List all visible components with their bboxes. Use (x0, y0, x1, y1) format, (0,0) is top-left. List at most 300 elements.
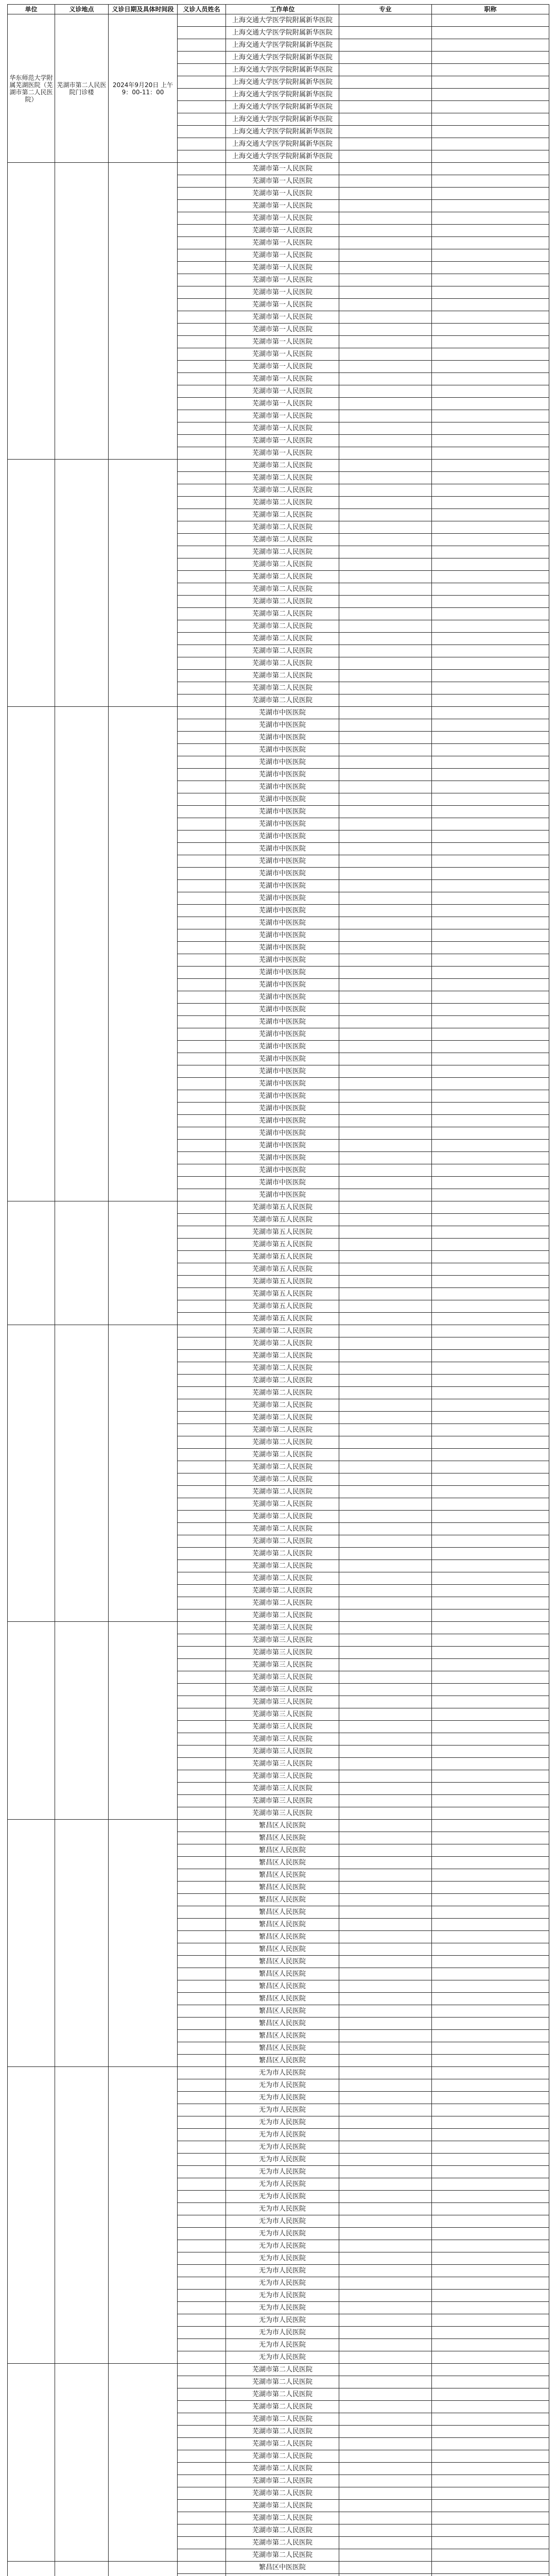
specialty-cell (339, 1189, 432, 1201)
name-cell (178, 2438, 226, 2450)
name-cell (178, 497, 226, 509)
unit-cell (8, 1325, 55, 1622)
name-cell (178, 806, 226, 818)
workplace-cell: 芜湖市中医医院 (226, 917, 339, 929)
workplace-cell: 繁昌区人民医院 (226, 1980, 339, 1993)
name-cell (178, 2277, 226, 2290)
title-cell (432, 2018, 549, 2030)
specialty-cell (339, 2252, 432, 2265)
title-cell (432, 917, 549, 929)
specialty-cell (339, 1956, 432, 1968)
title-cell (432, 1857, 549, 1869)
name-cell (178, 1078, 226, 1090)
unit-cell (8, 1622, 55, 1820)
name-cell (178, 1375, 226, 1387)
specialty-cell (339, 1313, 432, 1325)
title-cell (432, 2413, 549, 2426)
specialty-cell (339, 1511, 432, 1523)
title-cell (432, 1065, 549, 1078)
specialty-cell (339, 324, 432, 336)
name-cell (178, 1498, 226, 1511)
workplace-cell: 无为市人民医院 (226, 2302, 339, 2314)
workplace-cell: 芜湖市第一人民医院 (226, 435, 339, 447)
title-cell (432, 1152, 549, 1164)
specialty-cell (339, 2463, 432, 2475)
title-cell (432, 2500, 549, 2512)
workplace-cell: 芜湖市第二人民医院 (226, 1597, 339, 1609)
specialty-cell (339, 1980, 432, 1993)
name-cell (178, 1622, 226, 1634)
title-cell (432, 831, 549, 843)
specialty-cell (339, 1300, 432, 1313)
name-cell (178, 89, 226, 101)
name-cell (178, 1671, 226, 1684)
workplace-cell: 芜湖市第一人民医院 (226, 262, 339, 274)
name-cell (178, 484, 226, 497)
name-cell (178, 1004, 226, 1016)
workplace-cell: 芜湖市第一人民医院 (226, 225, 339, 237)
specialty-cell (339, 756, 432, 769)
name-cell (178, 2178, 226, 2191)
name-cell (178, 1548, 226, 1560)
name-cell (178, 793, 226, 806)
specialty-cell (339, 1115, 432, 1127)
title-cell (432, 682, 549, 694)
name-cell (178, 2426, 226, 2438)
specialty-cell (339, 1721, 432, 1733)
title-cell (432, 806, 549, 818)
name-cell (178, 1943, 226, 1956)
workplace-cell: 芜湖市第二人民医院 (226, 509, 339, 521)
table-row (8, 2364, 549, 2376)
name-cell (178, 1585, 226, 1597)
workplace-cell: 芜湖市第二人民医院 (226, 657, 339, 670)
name-cell (178, 657, 226, 670)
title-cell (432, 855, 549, 868)
specialty-cell (339, 1276, 432, 1288)
title-cell (432, 1919, 549, 1931)
table-row (8, 1622, 549, 1634)
name-cell (178, 1065, 226, 1078)
specialty-cell (339, 1560, 432, 1572)
title-cell (432, 324, 549, 336)
workplace-cell: 繁昌区人民医院 (226, 1857, 339, 1869)
workplace-cell: 上海交通大学医学院附属新华医院 (226, 150, 339, 163)
name-cell (178, 1721, 226, 1733)
specialty-cell (339, 670, 432, 682)
specialty-cell (339, 855, 432, 868)
workplace-cell: 芜湖市第二人民医院 (226, 620, 339, 633)
title-cell (432, 633, 549, 645)
specialty-cell (339, 2574, 432, 2576)
title-cell (432, 1770, 549, 1783)
specialty-cell (339, 175, 432, 188)
title-cell (432, 2277, 549, 2290)
title-cell (432, 583, 549, 596)
title-cell (432, 64, 549, 76)
specialty-cell (339, 1337, 432, 1350)
workplace-cell: 芜湖市第三人民医院 (226, 1671, 339, 1684)
workplace-cell: 芜湖市第二人民医院 (226, 1609, 339, 1622)
name-cell (178, 1041, 226, 1053)
name-cell (178, 2290, 226, 2302)
title-cell (432, 1473, 549, 1486)
name-cell (178, 942, 226, 954)
time-cell (109, 460, 178, 707)
workplace-cell: 无为市人民医院 (226, 2339, 339, 2351)
title-cell (432, 1325, 549, 1337)
specialty-cell (339, 2203, 432, 2215)
specialty-cell (339, 1844, 432, 1857)
title-cell (432, 1412, 549, 1424)
workplace-cell: 芜湖市第一人民医院 (226, 398, 339, 410)
specialty-cell (339, 1350, 432, 1362)
specialty-cell (339, 793, 432, 806)
title-cell (432, 1758, 549, 1770)
specialty-cell (339, 2364, 432, 2376)
specialty-cell (339, 1016, 432, 1028)
specialty-cell (339, 2487, 432, 2500)
specialty-cell (339, 2549, 432, 2562)
title-cell (432, 27, 549, 39)
specialty-cell (339, 163, 432, 175)
workplace-cell: 芜湖市中医医院 (226, 1164, 339, 1177)
title-cell (432, 2215, 549, 2228)
name-cell (178, 2067, 226, 2079)
site-cell (55, 2067, 109, 2364)
workplace-cell: 芜湖市第二人民医院 (226, 2413, 339, 2426)
specialty-cell (339, 1103, 432, 1115)
workplace-cell: 芜湖市第二人民医院 (226, 1523, 339, 1535)
title-cell (432, 1053, 549, 1065)
header-title: 职称 (432, 5, 549, 14)
specialty-cell (339, 89, 432, 101)
name-cell (178, 1956, 226, 1968)
name-cell (178, 2327, 226, 2339)
name-cell (178, 2302, 226, 2314)
name-cell (178, 1090, 226, 1103)
workplace-cell: 芜湖市第二人民医院 (226, 497, 339, 509)
unit-cell (8, 2067, 55, 2364)
specialty-cell (339, 1733, 432, 1745)
name-cell (178, 126, 226, 138)
workplace-cell: 上海交通大学医学院附属新华医院 (226, 89, 339, 101)
name-cell (178, 571, 226, 583)
name-cell (178, 2524, 226, 2537)
specialty-cell (339, 113, 432, 126)
title-cell (432, 707, 549, 719)
specialty-cell (339, 150, 432, 163)
workplace-cell: 无为市人民医院 (226, 2240, 339, 2252)
title-cell (432, 781, 549, 793)
specialty-cell (339, 2067, 432, 2079)
specialty-cell (339, 1585, 432, 1597)
title-cell (432, 1016, 549, 1028)
workplace-cell: 芜湖市第二人民医院 (226, 670, 339, 682)
specialty-cell (339, 101, 432, 113)
workplace-cell: 芜湖市第一人民医院 (226, 373, 339, 385)
workplace-cell: 无为市人民医院 (226, 2154, 339, 2166)
title-cell (432, 2154, 549, 2166)
name-cell (178, 2500, 226, 2512)
title-cell (432, 101, 549, 113)
name-cell (178, 1832, 226, 1844)
name-cell (178, 2314, 226, 2327)
specialty-cell (339, 781, 432, 793)
name-cell (178, 361, 226, 373)
name-cell (178, 64, 226, 76)
name-cell (178, 1251, 226, 1263)
name-cell (178, 262, 226, 274)
specialty-cell (339, 2327, 432, 2339)
specialty-cell (339, 1362, 432, 1375)
name-cell (178, 1523, 226, 1535)
name-cell (178, 694, 226, 707)
workplace-cell: 芜湖市中医医院 (226, 905, 339, 917)
specialty-cell (339, 1226, 432, 1239)
specialty-cell (339, 1177, 432, 1189)
name-cell (178, 880, 226, 892)
specialty-cell (339, 1770, 432, 1783)
specialty-cell (339, 929, 432, 942)
name-cell (178, 1177, 226, 1189)
workplace-cell: 芜湖市中医医院 (226, 831, 339, 843)
title-cell (432, 620, 549, 633)
name-cell (178, 1535, 226, 1548)
specialty-cell (339, 1943, 432, 1956)
workplace-cell: 芜湖市第二人民医院 (226, 558, 339, 571)
unit-cell (8, 1820, 55, 2067)
specialty-cell (339, 1214, 432, 1226)
title-cell (432, 1820, 549, 1832)
workplace-cell: 芜湖市第二人民医院 (226, 546, 339, 558)
title-cell (432, 1535, 549, 1548)
title-cell (432, 2339, 549, 2351)
name-cell (178, 2487, 226, 2500)
name-cell (178, 2240, 226, 2252)
workplace-cell: 芜湖市第三人民医院 (226, 1708, 339, 1721)
specialty-cell (339, 2166, 432, 2178)
table-row (8, 163, 549, 175)
name-cell (178, 39, 226, 52)
site-cell (55, 1622, 109, 1820)
title-cell (432, 1387, 549, 1399)
name-cell (178, 2562, 226, 2574)
specialty-cell (339, 1931, 432, 1943)
specialty-cell (339, 398, 432, 410)
workplace-cell: 芜湖市第一人民医院 (226, 311, 339, 324)
workplace-cell: 繁昌区人民医院 (226, 1832, 339, 1844)
name-cell (178, 1857, 226, 1869)
workplace-cell: 芜湖市第三人民医院 (226, 1733, 339, 1745)
name-cell (178, 1894, 226, 1906)
title-cell (432, 1844, 549, 1857)
title-cell (432, 2030, 549, 2042)
specialty-cell (339, 1708, 432, 1721)
workplace-cell: 上海交通大学医学院附属新华医院 (226, 76, 339, 89)
header-name: 义诊人员姓名 (178, 5, 226, 14)
title-cell (432, 558, 549, 571)
name-cell (178, 2215, 226, 2228)
workplace-cell: 芜湖市第一人民医院 (226, 175, 339, 188)
workplace-cell: 芜湖市第三人民医院 (226, 1696, 339, 1708)
name-cell (178, 2401, 226, 2413)
name-cell (178, 1461, 226, 1473)
title-cell (432, 967, 549, 979)
name-cell (178, 843, 226, 855)
workplace-cell: 上海交通大学医学院附属新华医院 (226, 64, 339, 76)
workplace-cell: 芜湖市第二人民医院 (226, 484, 339, 497)
name-cell (178, 1869, 226, 1882)
title-cell (432, 1461, 549, 1473)
workplace-cell: 繁昌区人民医院 (226, 1943, 339, 1956)
workplace-cell: 芜湖市第一人民医院 (226, 299, 339, 311)
specialty-cell (339, 1461, 432, 1473)
specialty-cell (339, 2154, 432, 2166)
specialty-cell (339, 1548, 432, 1560)
name-cell (178, 1931, 226, 1943)
specialty-cell (339, 657, 432, 670)
title-cell (432, 299, 549, 311)
title-cell (432, 398, 549, 410)
workplace-cell: 芜湖市第二人民医院 (226, 1350, 339, 1362)
title-cell (432, 1721, 549, 1733)
workplace-cell: 芜湖市第五人民医院 (226, 1214, 339, 1226)
name-cell (178, 2364, 226, 2376)
specialty-cell (339, 2178, 432, 2191)
workplace-cell: 无为市人民医院 (226, 2092, 339, 2104)
workplace-cell: 无为市人民医院 (226, 2203, 339, 2215)
table-row (8, 1820, 549, 1832)
specialty-cell (339, 2413, 432, 2426)
name-cell (178, 719, 226, 732)
workplace-cell: 芜湖市第三人民医院 (226, 1783, 339, 1795)
name-cell (178, 274, 226, 286)
specialty-cell (339, 596, 432, 608)
specialty-cell (339, 225, 432, 237)
workplace-cell: 芜湖市第二人民医院 (226, 2426, 339, 2438)
title-cell (432, 2079, 549, 2092)
name-cell (178, 1214, 226, 1226)
title-cell (432, 484, 549, 497)
title-cell (432, 2092, 549, 2104)
specialty-cell (339, 2500, 432, 2512)
name-cell (178, 1807, 226, 1820)
title-cell (432, 509, 549, 521)
workplace-cell: 繁昌区人民医院 (226, 1906, 339, 1919)
specialty-cell (339, 361, 432, 373)
workplace-cell: 芜湖市中医医院 (226, 806, 339, 818)
name-cell (178, 1449, 226, 1461)
title-cell (432, 719, 549, 732)
title-cell (432, 2265, 549, 2277)
workplace-cell: 无为市人民医院 (226, 2079, 339, 2092)
title-cell (432, 1251, 549, 1263)
title-cell (432, 1956, 549, 1968)
name-cell (178, 2141, 226, 2154)
workplace-cell: 繁昌区人民医院 (226, 1869, 339, 1882)
name-cell (178, 2055, 226, 2067)
workplace-cell: 芜湖市第二人民医院 (226, 1412, 339, 1424)
title-cell (432, 1164, 549, 1177)
name-cell (178, 2092, 226, 2104)
workplace-cell: 芜湖市第二人民医院 (226, 2537, 339, 2549)
name-cell (178, 1436, 226, 1449)
title-cell (432, 1103, 549, 1115)
title-cell (432, 868, 549, 880)
name-cell (178, 188, 226, 200)
site-cell (55, 2562, 109, 2576)
title-cell (432, 1511, 549, 1523)
specialty-cell (339, 1857, 432, 1869)
title-cell (432, 1931, 549, 1943)
workplace-cell: 无为市人民医院 (226, 2129, 339, 2141)
specialty-cell (339, 744, 432, 756)
title-cell (432, 1239, 549, 1251)
title-cell (432, 1609, 549, 1622)
specialty-cell (339, 472, 432, 484)
specialty-cell (339, 1251, 432, 1263)
specialty-cell (339, 52, 432, 64)
specialty-cell (339, 1696, 432, 1708)
name-cell (178, 410, 226, 422)
name-cell (178, 27, 226, 39)
specialty-cell (339, 645, 432, 657)
time-cell (109, 163, 178, 460)
name-cell (178, 831, 226, 843)
name-cell (178, 2413, 226, 2426)
title-cell (432, 2388, 549, 2401)
title-cell (432, 1189, 549, 1201)
title-cell (432, 818, 549, 831)
name-cell (178, 1758, 226, 1770)
name-cell (178, 2574, 226, 2576)
workplace-cell: 芜湖市第二人民医院 (226, 1436, 339, 1449)
specialty-cell (339, 558, 432, 571)
title-cell (432, 1585, 549, 1597)
title-cell (432, 1708, 549, 1721)
workplace-cell: 繁昌区人民医院 (226, 2030, 339, 2042)
name-cell (178, 14, 226, 27)
workplace-cell: 芜湖市第一人民医院 (226, 274, 339, 286)
title-cell (432, 991, 549, 1004)
specialty-cell (339, 1201, 432, 1214)
specialty-cell (339, 843, 432, 855)
specialty-cell (339, 2030, 432, 2042)
specialty-cell (339, 484, 432, 497)
specialty-cell (339, 917, 432, 929)
time-cell (109, 707, 178, 1201)
workplace-cell: 芜湖市第二人民医院 (226, 596, 339, 608)
name-cell (178, 1350, 226, 1362)
specialty-cell (339, 1399, 432, 1412)
specialty-cell (339, 311, 432, 324)
specialty-cell (339, 1412, 432, 1424)
title-cell (432, 1375, 549, 1387)
title-cell (432, 1560, 549, 1572)
specialty-cell (339, 422, 432, 435)
workplace-cell: 芜湖市第二人民医院 (226, 1337, 339, 1350)
title-cell (432, 348, 549, 361)
name-cell (178, 1412, 226, 1424)
specialty-cell (339, 1597, 432, 1609)
title-cell (432, 1795, 549, 1807)
specialty-cell (339, 385, 432, 398)
title-cell (432, 979, 549, 991)
workplace-cell: 芜湖市第三人民医院 (226, 1770, 339, 1783)
workplace-cell: 无为市人民医院 (226, 2166, 339, 2178)
title-cell (432, 756, 549, 769)
